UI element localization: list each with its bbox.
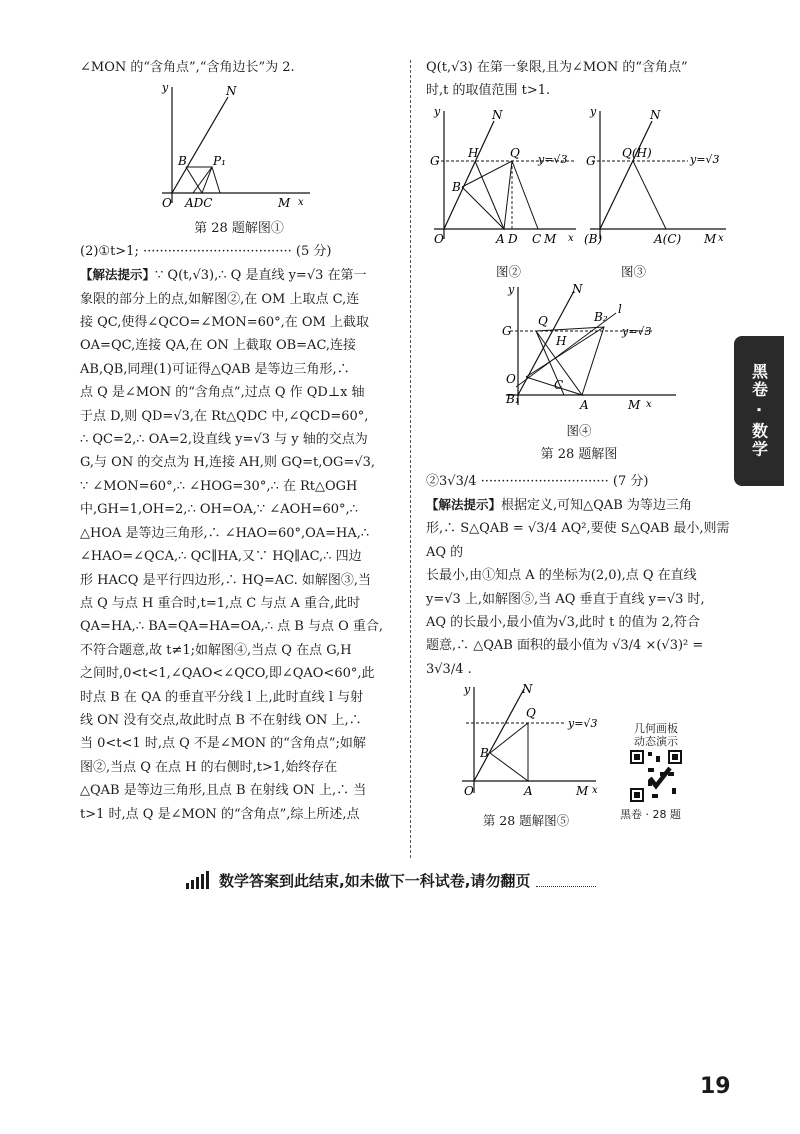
figure-stroke [186, 167, 212, 193]
figure-2-caption: 图② [495, 264, 521, 280]
figure-stroke [193, 167, 212, 193]
figure-label: (B) [584, 231, 603, 246]
figure-stroke [490, 723, 528, 781]
hint-line: 时点 B 在 QA 的垂直平分线 l 上,此时直线 l 与射 [80, 689, 364, 705]
figure-label: M [544, 231, 557, 246]
footer-text: 数学答案到此结束,如未做下一科试卷,请勿翻页 [219, 871, 531, 890]
hint-line: 中,GH=1,OH=2,∴ OH=OA,∵ ∠AOH=60°,∴ [80, 502, 358, 518]
label-x: x [298, 197, 304, 209]
footer-banner [186, 868, 596, 892]
figures-2-3-diagram [426, 105, 732, 255]
figure-stroke [212, 167, 220, 193]
figure-5-caption: 第 28 题解图⑤ [482, 812, 570, 828]
part2-answer-line [80, 240, 398, 263]
figure-label: H [468, 145, 479, 160]
figure-label: B [480, 746, 489, 761]
figure-stroke [672, 788, 676, 794]
leader-dots: ···································· [142, 243, 296, 259]
figure-label: G [502, 324, 512, 339]
label-O: O [162, 196, 172, 211]
hint-line: 形,∴ S△QAB = √3/4 AQ²,要使 S△QAB 最小,则需 AQ 的 [426, 521, 730, 560]
figure-stroke [634, 792, 640, 798]
figure-label: B₂ [594, 310, 608, 325]
figure-stroke [648, 768, 654, 772]
figure-stroke [633, 161, 666, 229]
part2b-prefix: ② [426, 473, 440, 489]
hint-line: 点 Q 与点 H 重合时,t=1,点 C 与点 A 重合,此时 [80, 595, 361, 611]
figure-label: M [576, 784, 589, 799]
qr-code-icon[interactable] [628, 748, 684, 804]
part2b-value: 3√3/4 [439, 473, 477, 489]
figure-label: A [496, 231, 505, 246]
figure-stroke [672, 754, 678, 760]
hint-line: 点 Q 是∠MON 的“含角点”,过点 Q 作 QD⊥x 轴 [80, 385, 365, 401]
figure-label: D [508, 231, 518, 246]
hint-tag: 【解法提示】 [426, 497, 502, 513]
hint-line: △HOA 是等边三角形,∴ ∠HAO=60°,OA=HA,∴ [80, 525, 370, 541]
figure-label: G [586, 153, 596, 168]
side-tab: 黑卷 · 数学 [734, 336, 784, 486]
part2b-score: (7 分) [612, 473, 649, 489]
figure-label: H [556, 334, 567, 349]
figure-label: N [522, 683, 533, 697]
figure-label: N [492, 107, 503, 122]
left-column [80, 56, 398, 826]
leader-dots: ······························· [480, 473, 609, 489]
top-line: Q(t,√3) 在第一象限,且为∠MON 的“含角点” [426, 60, 688, 75]
figures-2-3 [426, 105, 732, 281]
hint-line: 不符合题意,故 t≠1;如解图④,当点 Q 在点 G,H [80, 642, 352, 658]
figure-1-caption: 第 28 题解图① [194, 220, 284, 236]
figure-label: Q(H) [622, 145, 652, 160]
figure-label: y=√3 [538, 152, 568, 166]
hint-line: △QAB 是等边三角形,且点 B 在射线 ON 上,∴ 当 [80, 783, 367, 799]
figure-label: Q [526, 706, 536, 721]
figures-caption: 第 28 题解图 [540, 446, 618, 462]
figure-stroke [648, 752, 652, 756]
figure-stroke [516, 313, 616, 387]
label-y: y [162, 81, 169, 95]
hint-line: ∠HAO=∠QCA,∴ QC∥HA,又∵ HQ∥AC,∴ 四边 [80, 549, 362, 565]
figure-label: y=√3 [690, 152, 720, 166]
hint-tag: 【解法提示】 [80, 267, 156, 283]
figure-label: O [434, 231, 444, 246]
hint-line: G,与 ON 的交点为 H,连接 AH,则 GQ=t,OG=√3, [80, 455, 375, 471]
figure-stroke [600, 121, 652, 229]
hint-line: 之间时,0<t<1,∠QAO<∠QCO,即∠QAO<60°,此 [80, 666, 375, 682]
figure-stroke [656, 756, 660, 762]
figure-label: A [580, 398, 589, 413]
label-P: P₁ [213, 154, 226, 169]
hint-paragraph [426, 493, 732, 517]
hint-line: AB,QB,同理(1)可证得△QAB 是等边三角形,∴ [80, 361, 350, 377]
figure-label: y [508, 283, 515, 297]
label-N: N [226, 84, 237, 99]
figure-label: y [590, 104, 597, 118]
hint-line: 形 HACQ 是平行四边形,∴ HQ=AC. 如解图③,当 [80, 572, 372, 588]
hint-line: 根据定义,可知△QAB 为等边三角 [501, 498, 692, 514]
figure-label: C [554, 378, 564, 393]
page-number: 19 [700, 1074, 731, 1099]
figure-stroke [652, 794, 658, 798]
figure-label: x [592, 785, 598, 797]
figure-stroke [474, 689, 524, 781]
hint-line: 题意,∴ △QAB 面积的最小值为 √3/4 ×(√3)² = 3√3/4 . [426, 638, 704, 677]
figure-label: O [464, 784, 474, 799]
figure-4-caption: 图④ [566, 422, 592, 438]
figure-label: y [464, 683, 471, 697]
hint-line: t>1 时,点 Q 是∠MON 的“含角点”,综上所述,点 [80, 806, 360, 822]
figure-label: N [650, 107, 661, 122]
signal-bars-icon [186, 871, 209, 889]
part2-score: (5 分) [295, 243, 332, 259]
figure-4-diagram [426, 283, 732, 413]
figure-stroke [475, 161, 504, 229]
label-ADC: ADC [185, 196, 213, 211]
figure-stroke [536, 327, 604, 395]
figure-label: A [524, 784, 533, 799]
figure-1-diagram [80, 81, 398, 211]
figure-label: O [506, 372, 516, 387]
figure-4 [426, 283, 732, 463]
hint-line: 当 0<t<1 时,点 Q 不是∠MON 的“含角点”;如解 [80, 736, 366, 752]
figure-stroke [444, 121, 494, 229]
label-B: B [178, 154, 187, 169]
hint-line: 于点 D,则 QD=√3,在 Rt△QDC 中,∠QCD=60°, [80, 408, 369, 424]
hint-line: 图②,当点 Q 在点 H 的右侧时,t>1,始终存在 [80, 759, 338, 775]
figure-1 [80, 81, 398, 237]
hint-line: 象限的部分上的点,如解图②,在 OM 上取点 C,连 [80, 291, 360, 307]
figure-label: l [618, 302, 622, 317]
hint-line: OA=QC,连接 QA,在 ON 上截取 OB=AC,连接 [80, 338, 357, 354]
figure-label: M [628, 398, 641, 413]
figure-label: x [718, 232, 724, 244]
figure-label: Q [538, 314, 548, 329]
figure-stroke [512, 161, 538, 229]
figure-label: M [704, 231, 717, 246]
figure-stroke [634, 754, 640, 760]
figure-label: B₁ [506, 392, 520, 407]
figure-stroke [462, 161, 512, 229]
figure-label: A(C) [654, 231, 682, 246]
hint-line: ∴ QC=2,∴ OA=2,设直线 y=√3 与 y 轴的交点为 [80, 432, 368, 448]
figure-label: N [572, 283, 583, 297]
intro-line: ∠MON 的“含角点”,“含角边长”为 2. [80, 60, 295, 75]
column-divider [410, 60, 411, 858]
figure-3-caption: 图③ [620, 264, 646, 280]
figure-label: B [452, 179, 461, 194]
footer-rule [536, 886, 596, 887]
hint-line: 线 ON 没有交点,故此时点 B 不在射线 ON 上,∴ [80, 712, 362, 728]
figure-label: x [646, 399, 652, 411]
hint-line: ∵ ∠MON=60°,∴ ∠HOG=30°,∴ 在 Rt△OGH [80, 478, 358, 494]
figure-label: Q [510, 145, 520, 160]
hint-line: y=√3 上,如解图⑤,当 AQ 垂直于直线 y=√3 时, [426, 591, 705, 607]
hint-line: AQ 的长最小,最小值为√3,此时 t 的值为 2,符合 [426, 615, 701, 631]
figure-label: G [430, 153, 440, 168]
hint-line: 长最小,由①知点 A 的坐标为(2,0),点 Q 在直线 [426, 568, 697, 584]
label-M: M [278, 196, 291, 211]
qr-footer: 黑卷 · 28 题 [620, 808, 681, 821]
figure-label: x [568, 232, 574, 244]
qr-caption: 几何画板 动态演示 [634, 722, 678, 748]
right-column [426, 56, 732, 832]
figure-label: C [532, 231, 542, 246]
ray-ON [172, 97, 228, 193]
hint-paragraph [80, 263, 398, 287]
figure-label: y [434, 104, 441, 118]
hint-line: ∵ Q(t,√3),∴ Q 是直线 y=√3 在第一 [155, 268, 367, 284]
part2-answer: (2)①t>1; [80, 243, 139, 259]
figure-label: y=√3 [622, 325, 652, 339]
figure-label: y=√3 [568, 717, 598, 731]
hint-line: QA=HA,∴ BA=QA=HA=OA,∴ 点 B 与点 O 重合, [80, 619, 384, 635]
top-line: 时,t 的取值范围 t>1. [426, 83, 551, 99]
figure-5-diagram [426, 683, 626, 803]
part2b-answer-line [426, 470, 732, 493]
hint-line: 接 QC,使得∠QCO=∠MON=60°,在 OM 上截取 [80, 315, 369, 331]
